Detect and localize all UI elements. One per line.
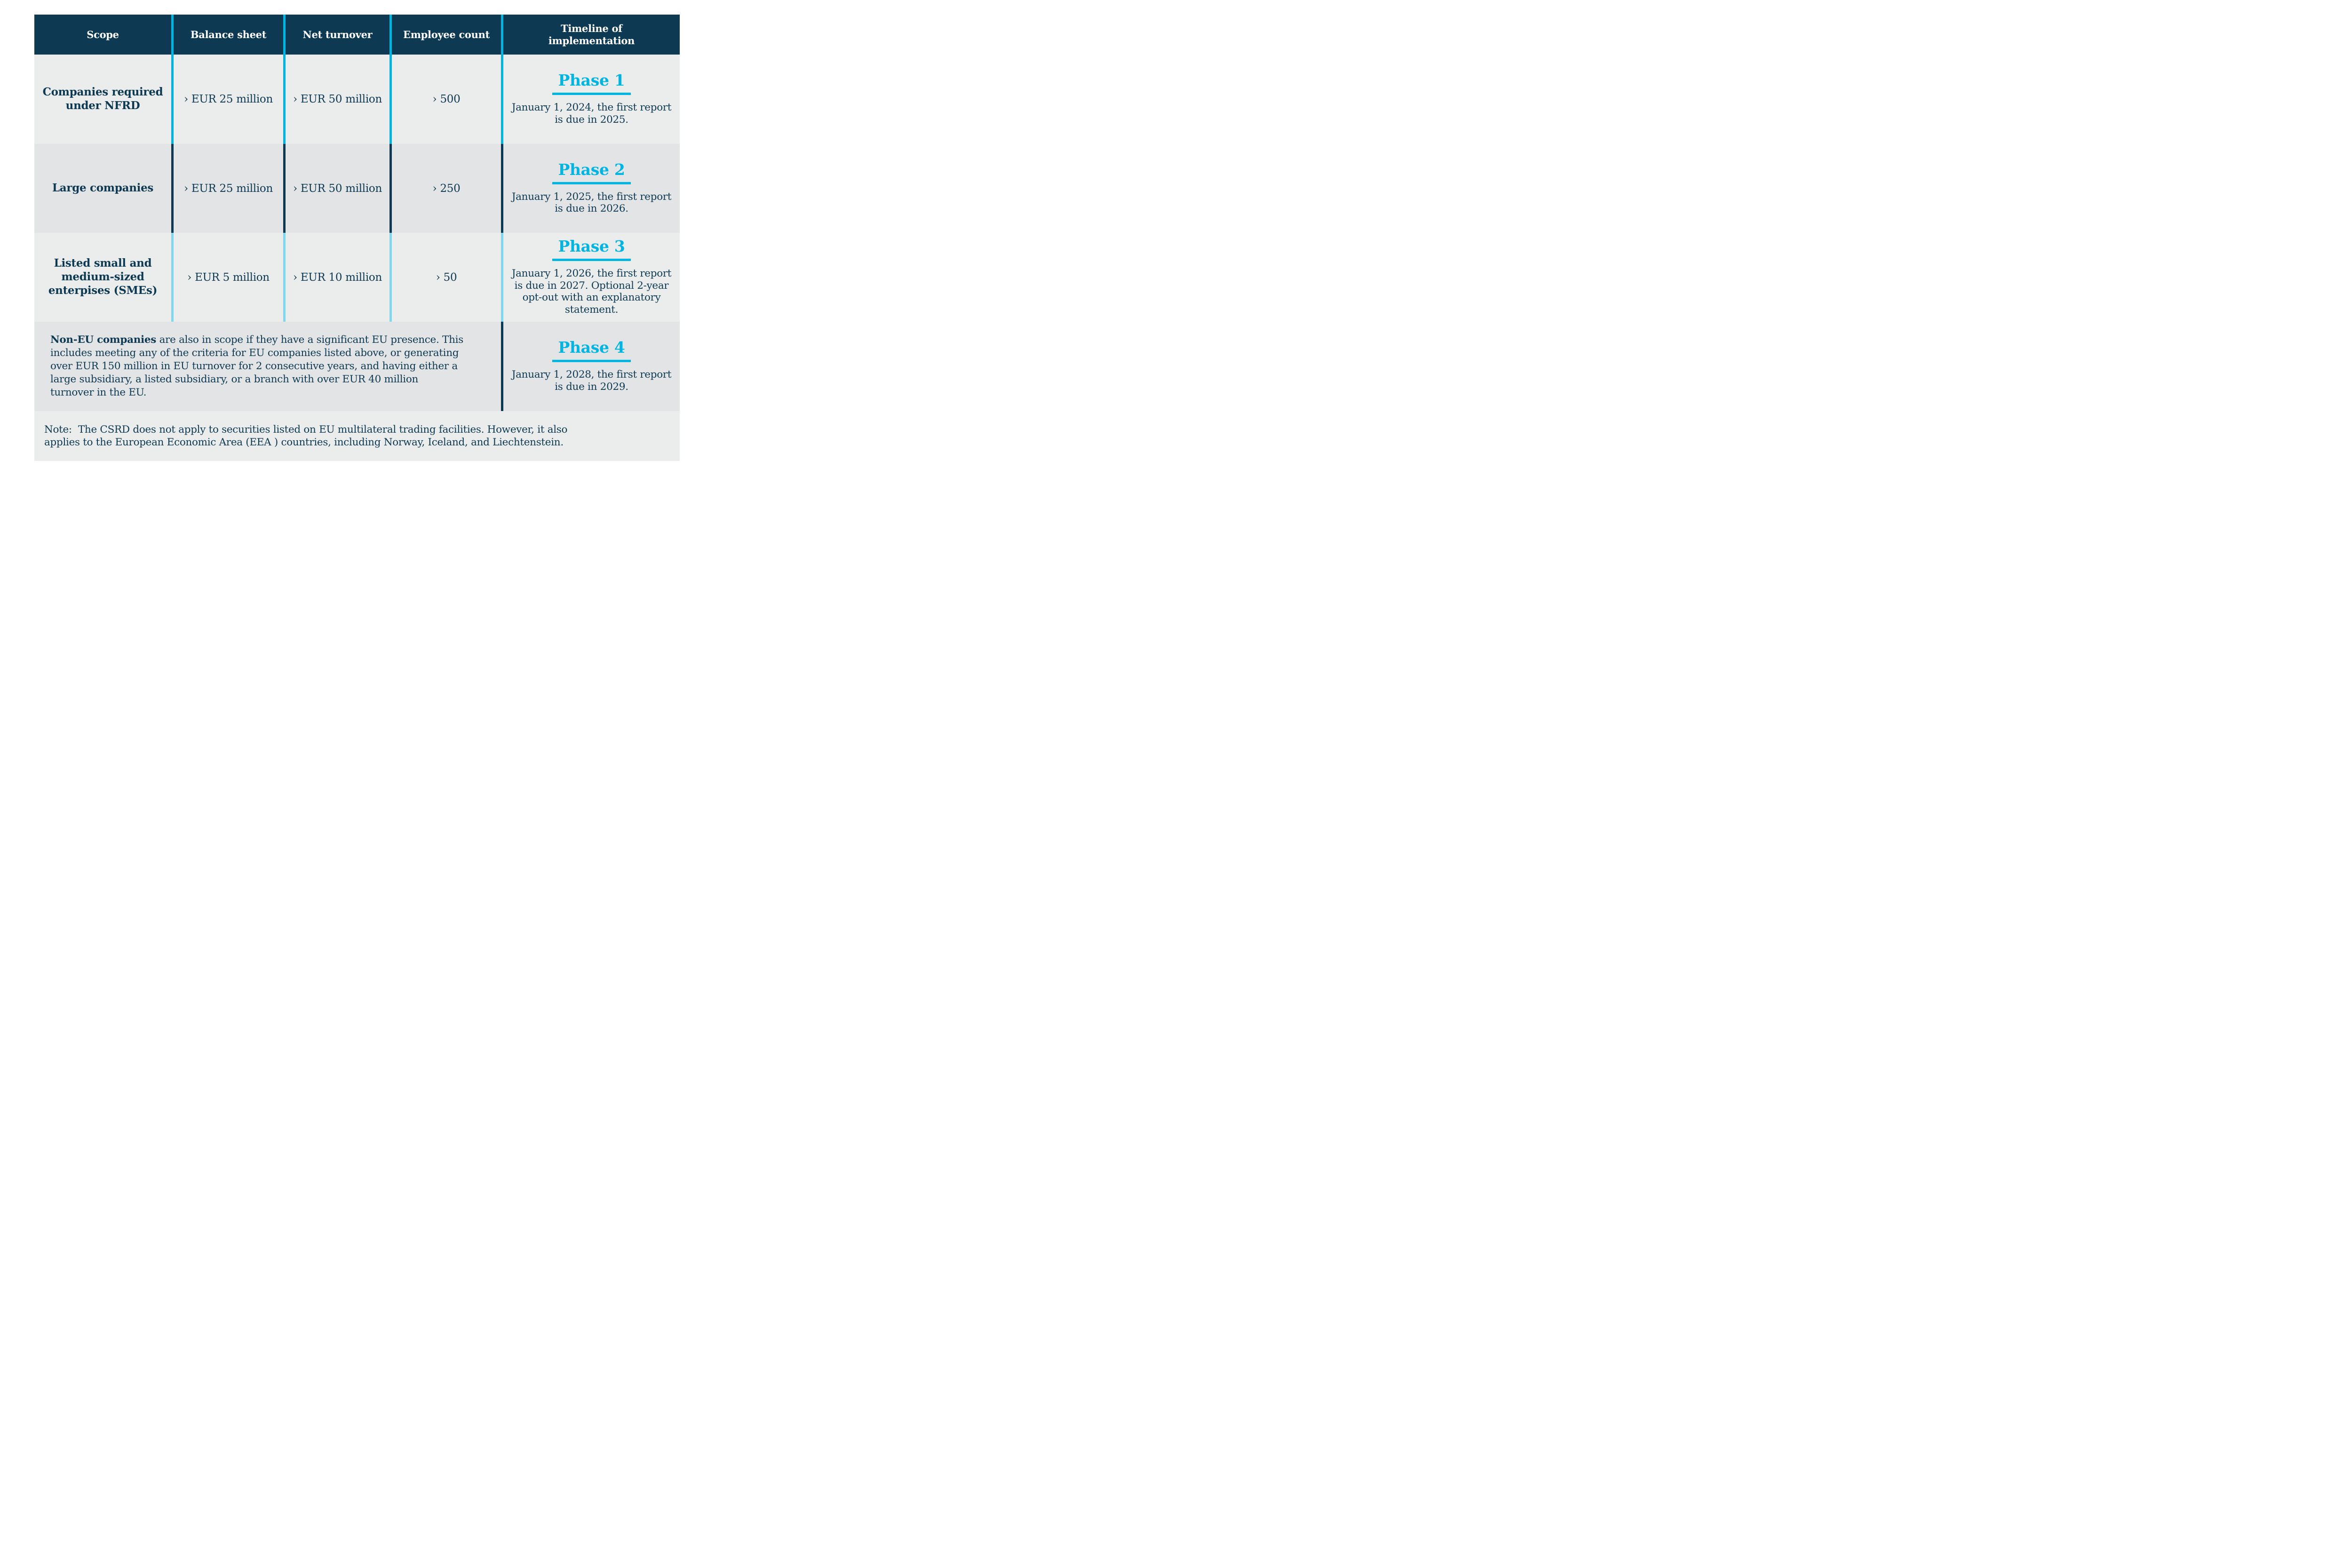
phase-2-details: January 1, 2025, the first report is due in 2026.	[511, 190, 672, 215]
csrd-infographic	[0, 0, 706, 470]
phase-block	[509, 340, 674, 393]
employee-count-value: › 250	[432, 182, 461, 195]
net-turnover-value: › EUR 50 million	[293, 182, 382, 195]
header-scope-label: Scope	[87, 28, 119, 40]
note-label: Note:	[44, 423, 72, 436]
phase-3-link[interactable]: Phase 3	[552, 238, 630, 261]
phase-1-link[interactable]: Phase 1	[552, 72, 630, 95]
table-row-large-companies	[34, 144, 680, 233]
header-timeline-label: Timeline of implementation	[548, 23, 635, 47]
phase-4-details: January 1, 2028, the first report is due in 2029.	[511, 369, 672, 393]
table-header-row	[34, 15, 680, 55]
scope-cell	[34, 144, 171, 233]
note-text	[34, 423, 608, 449]
balance-sheet-value: › EUR 25 million	[184, 93, 273, 105]
scope-label: Listed small and medium-sized enterpises (SMEs)	[48, 257, 158, 297]
table-row-nfrd	[34, 55, 680, 144]
phase-block	[509, 72, 674, 126]
employee-count-cell	[392, 233, 501, 322]
header-scope	[34, 15, 171, 55]
employee-count-cell	[392, 55, 501, 144]
employee-count-value: › 500	[432, 93, 461, 105]
net-turnover-cell	[286, 55, 389, 144]
balance-sheet-cell	[174, 144, 283, 233]
balance-sheet-value: › EUR 5 million	[187, 271, 270, 284]
table-row-non-eu	[34, 322, 680, 411]
note-band	[34, 411, 680, 461]
net-turnover-cell	[286, 233, 389, 322]
timeline-cell	[503, 144, 680, 233]
balance-sheet-value: › EUR 25 million	[184, 182, 273, 195]
header-employee-count-label: Employee count	[403, 28, 490, 40]
scope-label: Large companies	[52, 182, 154, 195]
table-row-smes	[34, 233, 680, 322]
phase-block	[509, 238, 674, 316]
phase-block	[509, 162, 674, 215]
timeline-cell	[503, 322, 680, 411]
non-eu-lead: Non-EU companies	[50, 334, 157, 346]
header-net-turnover	[286, 15, 389, 55]
header-balance-sheet-label: Balance sheet	[190, 28, 267, 40]
balance-sheet-cell	[174, 233, 283, 322]
scope-label: Companies required under NFRD	[42, 86, 163, 112]
phase-4-link[interactable]: Phase 4	[552, 340, 630, 362]
header-employee-count	[392, 15, 501, 55]
header-net-turnover-label: Net turnover	[302, 28, 373, 40]
employee-count-value: › 50	[436, 271, 457, 284]
non-eu-paragraph	[50, 333, 464, 399]
employee-count-cell	[392, 144, 501, 233]
phase-1-details: January 1, 2024, the first report is due in 2025.	[511, 102, 672, 126]
header-timeline	[503, 15, 680, 55]
non-eu-text: are also in scope if they have a significant EU presence. This includes meeting any of the criteria for EU companies listed above, or generating over EUR 150 million in EU turnover for 2 consecutive years, and having either a large subsidiary, a listed subsidiary, or a branch with over EUR 40 million turnover in the EU.	[50, 334, 463, 398]
scope-cell	[34, 233, 171, 322]
timeline-cell	[503, 55, 680, 144]
net-turnover-cell	[286, 144, 389, 233]
phase-3-details: January 1, 2026, the first report is due in 2027. Optional 2-year opt-out with an explanatory statement.	[511, 267, 672, 316]
timeline-cell	[503, 233, 680, 322]
csrd-scope-table	[34, 15, 680, 461]
net-turnover-value: › EUR 50 million	[293, 93, 382, 105]
phase-2-link[interactable]: Phase 2	[552, 162, 630, 184]
note-body: The CSRD does not apply to securities listed on EU multilateral trading facilities. However, it also applies to the European Economic Area (EEA ) countries, including Norway, Iceland, and Liechtenstein.	[44, 423, 568, 448]
header-balance-sheet	[174, 15, 283, 55]
non-eu-text-cell	[34, 322, 501, 411]
scope-cell	[34, 55, 171, 144]
balance-sheet-cell	[174, 55, 283, 144]
net-turnover-value: › EUR 10 million	[293, 271, 382, 284]
